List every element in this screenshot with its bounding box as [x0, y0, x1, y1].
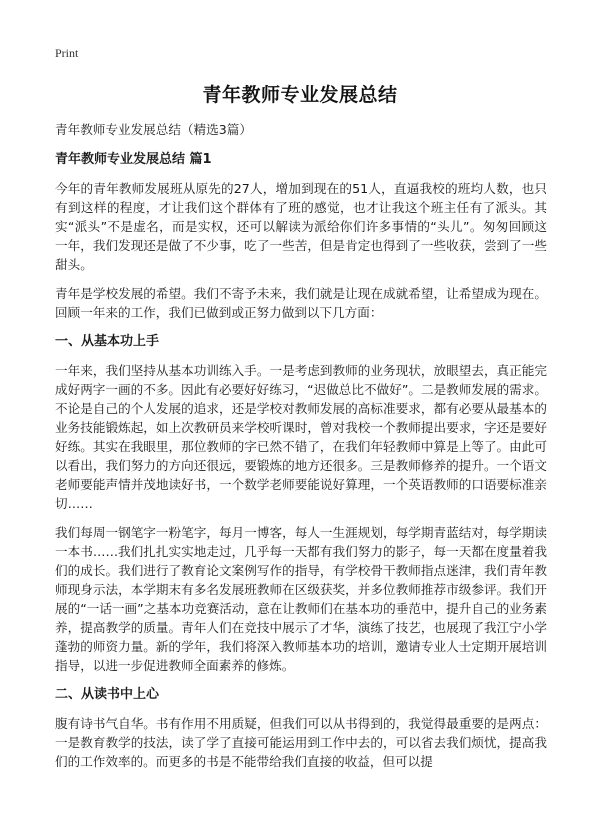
paragraph-1: 今年的青年教师发展班从原先的27人，增加到现在的51人，直逼我校的班均人数，也只有到这样的程度，才让我们这个群体有了班的感觉，也才让我这个班主任有了派头。其实“派头”不是虚名，而是实权，还可以解读为派给你们许多事情的“头儿”。匆匆回顾这一年，我们发现还是做了不少事，吃了一些苦，但是肯定也得到了一些收获，尝到了一些甜头。: [55, 181, 547, 272]
paragraph-3: 一年来，我们坚持从基本功训练入手。一是考虑到教师的业务现状，放眼望去，真正能完成好两字一画的不多。因此有必要好好练习，“迟做总比不做好”。二是教师发展的需求。不论是自己的个人发展的追求，还是学校对教师发展的高标准要求，都有必要从最基本的业务技能锻炼起，如上次教研员来学校听课时，曾对我校一个教师提出要求，字还是要好好练。其实在我眼里，那位教师的字已然不错了，在我们年轻教师中算是上等了。由此可以看出，我们努力的方向还很远，要锻炼的地方还很多。三是教师修养的提升。一个语文老师要能声情并茂地读好书，一个数学老师要能说好算理，一个英语教师的口语要标准亲切……: [55, 363, 547, 511]
paragraph-2: 青年是学校发展的希望。我们不寄予未来，我们就是让现在成就希望，让希望成为现在。回顾一年来的工作，我们已做到或正努力做到以下几方面：: [55, 286, 547, 320]
section-title: 青年教师专业发展总结 篇1: [55, 152, 212, 167]
document-body: [55, 120, 547, 781]
print-label[interactable]: Print: [55, 46, 79, 60]
page-title: 青年教师专业发展总结: [202, 84, 398, 106]
subtitle: 青年教师专业发展总结（精选3篇）: [55, 122, 252, 137]
paragraph-5: 腹有诗书气自华。书有作用不用质疑，但我们可以从书得到的，我觉得最重要的是两点：一是教育教学的技法，读了学了直接可能运用到工作中去的，可以省去我们烦忧，提高我们的工作效率的。而更多的书是不能带给我们直接的收益，但可以提: [55, 716, 547, 769]
paragraph-4: 我们每周一钢笔字一粉笔字，每月一博客，每人一生涯规划，每学期青蓝结对，每学期读一本书……我们扎扎实实地走过，几乎每一天都有我们努力的影子，每一天都在度量着我们的成长。我们进行了教育论文案例写作的指导，有学校骨干教师指点迷津，我们青年教师现身示法，本学期末有多名发展班教师在区级获奖，并多位教师推荐市级参评。我们开展的“一话一画”之基本功竞赛活动，意在让教师们在基本功的垂范中，提升自己的业务素养，提高教学的质量。青年人们在竞技中展示了才华，演练了技艺，也展现了我江宁小学蓬勃的师资力量。新的学年，我们将深入教师基本功的培训，邀请专业人士定期开展培训指导，以进一步促进教师全面素养的修炼。: [55, 525, 547, 673]
heading-basic-skills: 一、从基本功上手: [55, 334, 160, 349]
heading-reading: 二、从读书中上心: [55, 687, 160, 702]
